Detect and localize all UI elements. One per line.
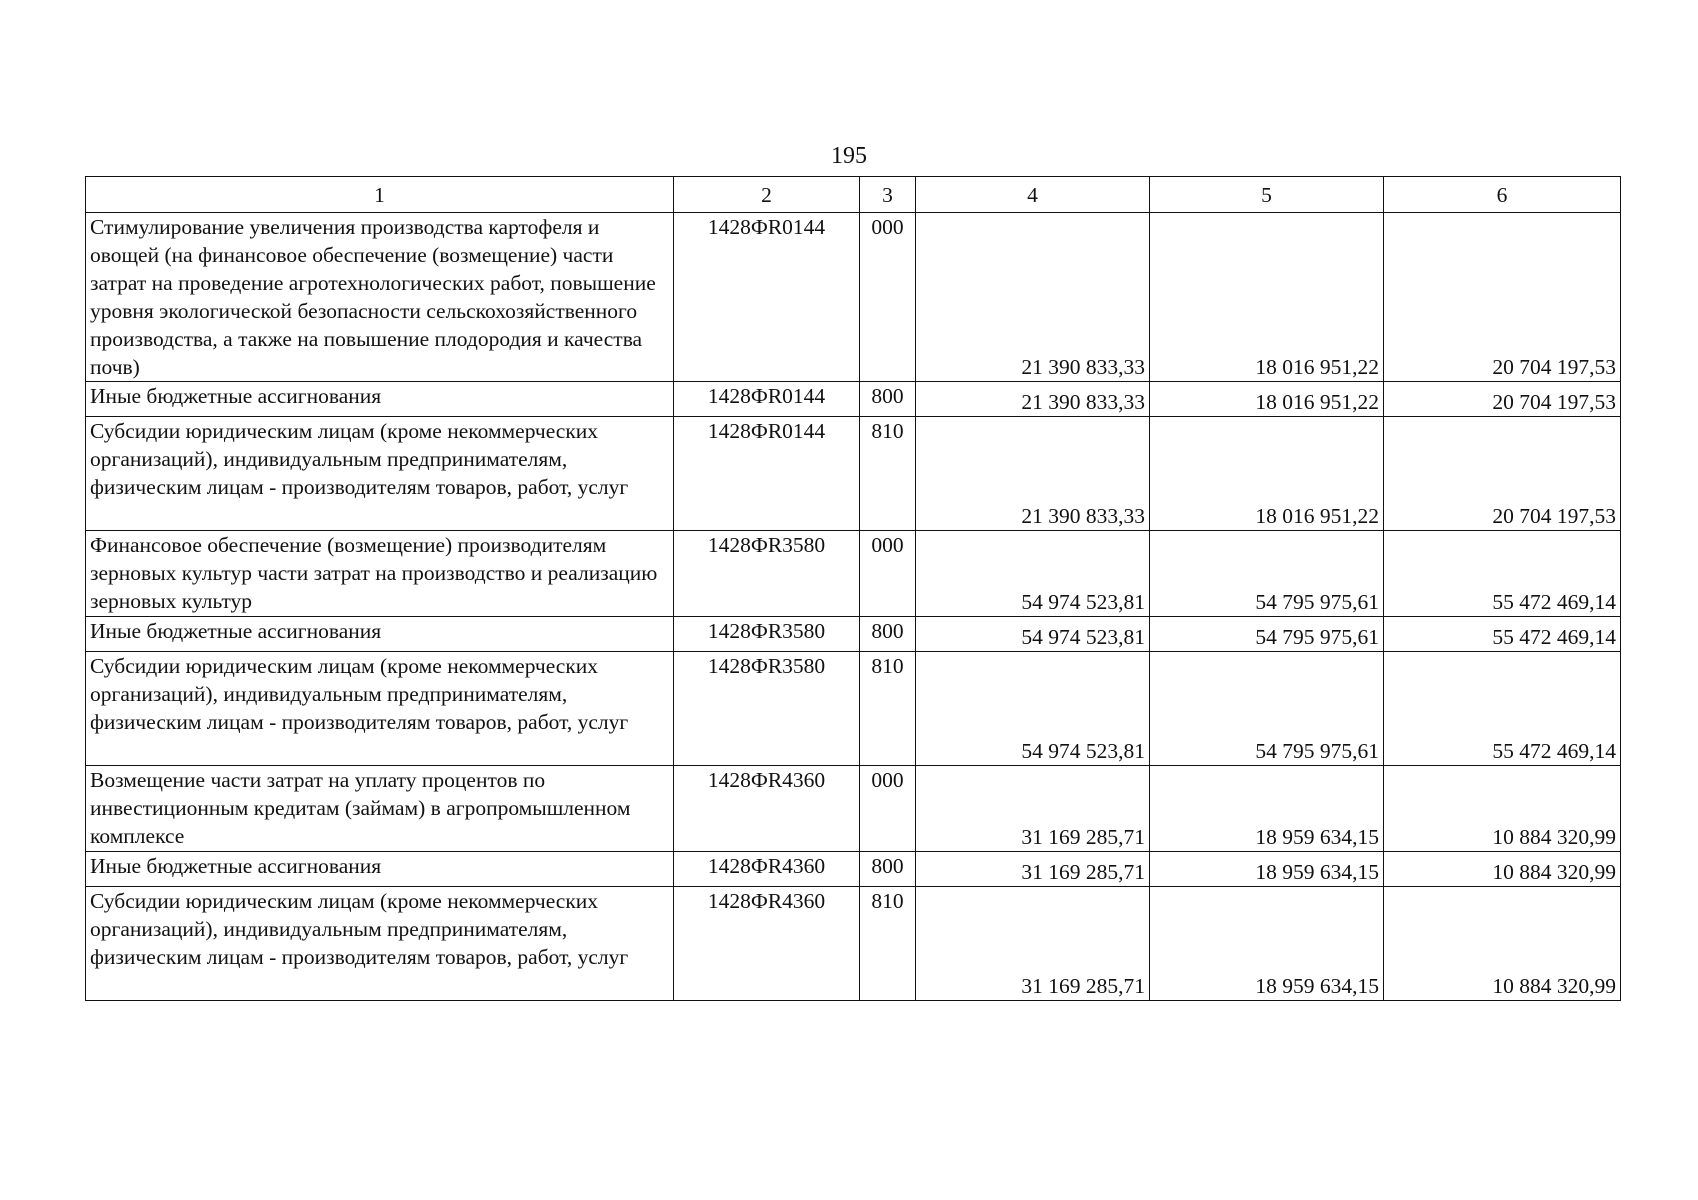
row-amount-4: 31 169 285,71 — [916, 852, 1150, 887]
row-code: 1428ФR3580 — [674, 652, 860, 766]
row-amount-5: 18 016 951,22 — [1150, 417, 1384, 531]
row-description: Возмещение части затрат на уплату процентов по инвестиционным кредитам (займам) в агропромышленном комплексе — [86, 766, 674, 852]
row-description: Субсидии юридическим лицам (кроме некоммерческих организаций), индивидуальным предпринимателям, физическим лицам - производителям товаров, работ, услуг — [86, 652, 674, 766]
row-description: Стимулирование увеличения производства картофеля и овощей (на финансовое обеспечение (возмещение) части затрат на проведение агротехнологических работ, повышение уровня экологической безопасности сельскохозяйственного производства, а также на повышение плодородия и качества почв) — [86, 213, 674, 382]
row-amount-6: 55 472 469,14 — [1384, 531, 1621, 617]
row-amount-5: 18 959 634,15 — [1150, 887, 1384, 1001]
table-row — [86, 766, 1621, 852]
row-amount-4: 31 169 285,71 — [916, 766, 1150, 852]
row-amount-6: 10 884 320,99 — [1384, 852, 1621, 887]
row-description: Иные бюджетные ассигнования — [86, 617, 674, 652]
row-code: 1428ФR3580 — [674, 617, 860, 652]
row-amount-4: 54 974 523,81 — [916, 531, 1150, 617]
row-amount-5: 54 795 975,61 — [1150, 531, 1384, 617]
row-expense-type: 000 — [860, 531, 916, 617]
column-header: 5 — [1150, 177, 1384, 213]
table-row — [86, 617, 1621, 652]
row-description: Субсидии юридическим лицам (кроме некоммерческих организаций), индивидуальным предпринимателям, физическим лицам - производителям товаров, работ, услуг — [86, 887, 674, 1001]
row-code: 1428ФR4360 — [674, 852, 860, 887]
row-expense-type: 800 — [860, 617, 916, 652]
row-amount-6: 20 704 197,53 — [1384, 417, 1621, 531]
row-amount-5: 54 795 975,61 — [1150, 617, 1384, 652]
row-expense-type: 800 — [860, 852, 916, 887]
budget-table — [85, 176, 1621, 1001]
row-amount-5: 18 016 951,22 — [1150, 213, 1384, 382]
row-amount-6: 20 704 197,53 — [1384, 213, 1621, 382]
row-description: Субсидии юридическим лицам (кроме некоммерческих организаций), индивидуальным предпринимателям, физическим лицам - производителям товаров, работ, услуг — [86, 417, 674, 531]
row-amount-6: 55 472 469,14 — [1384, 652, 1621, 766]
row-description: Финансовое обеспечение (возмещение) производителям зерновых культур части затрат на производство и реализацию зерновых культур — [86, 531, 674, 617]
row-description: Иные бюджетные ассигнования — [86, 382, 674, 417]
row-amount-6: 10 884 320,99 — [1384, 887, 1621, 1001]
row-amount-5: 54 795 975,61 — [1150, 652, 1384, 766]
column-header: 2 — [674, 177, 860, 213]
row-amount-5: 18 959 634,15 — [1150, 852, 1384, 887]
row-code: 1428ФR4360 — [674, 766, 860, 852]
table-row — [86, 417, 1621, 531]
row-amount-5: 18 959 634,15 — [1150, 766, 1384, 852]
row-amount-4: 21 390 833,33 — [916, 213, 1150, 382]
row-code: 1428ФR3580 — [674, 531, 860, 617]
column-header: 6 — [1384, 177, 1621, 213]
table-row — [86, 213, 1621, 382]
table-row — [86, 382, 1621, 417]
row-expense-type: 800 — [860, 382, 916, 417]
column-header: 3 — [860, 177, 916, 213]
row-code: 1428ФR4360 — [674, 887, 860, 1001]
row-expense-type: 810 — [860, 417, 916, 531]
page-number: 195 — [831, 143, 867, 169]
column-header: 1 — [86, 177, 674, 213]
row-amount-4: 54 974 523,81 — [916, 652, 1150, 766]
row-expense-type: 810 — [860, 652, 916, 766]
row-expense-type: 810 — [860, 887, 916, 1001]
row-amount-4: 21 390 833,33 — [916, 382, 1150, 417]
table-row — [86, 887, 1621, 1001]
row-amount-5: 18 016 951,22 — [1150, 382, 1384, 417]
row-code: 1428ФR0144 — [674, 213, 860, 382]
row-amount-6: 10 884 320,99 — [1384, 766, 1621, 852]
row-amount-6: 55 472 469,14 — [1384, 617, 1621, 652]
row-amount-4: 54 974 523,81 — [916, 617, 1150, 652]
table-header-row — [86, 177, 1621, 213]
row-code: 1428ФR0144 — [674, 417, 860, 531]
row-amount-4: 31 169 285,71 — [916, 887, 1150, 1001]
column-header: 4 — [916, 177, 1150, 213]
row-amount-4: 21 390 833,33 — [916, 417, 1150, 531]
table-row — [86, 531, 1621, 617]
table-row — [86, 652, 1621, 766]
row-expense-type: 000 — [860, 766, 916, 852]
row-description: Иные бюджетные ассигнования — [86, 852, 674, 887]
row-expense-type: 000 — [860, 213, 916, 382]
row-code: 1428ФR0144 — [674, 382, 860, 417]
row-amount-6: 20 704 197,53 — [1384, 382, 1621, 417]
table-row — [86, 852, 1621, 887]
